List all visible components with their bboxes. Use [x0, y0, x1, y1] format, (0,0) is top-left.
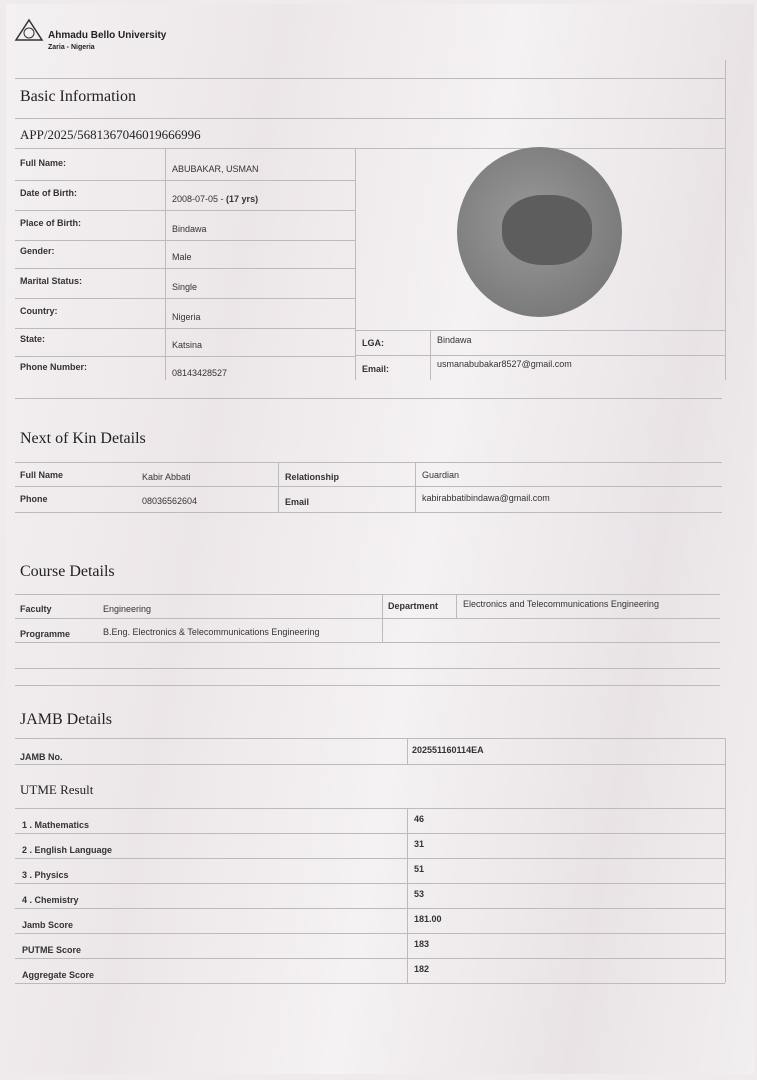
- department-value: Electronics and Telecommunications Engineering: [463, 599, 659, 609]
- department-label: Department: [388, 601, 439, 611]
- basic-row-label: State:: [20, 334, 46, 344]
- utme-row-label: 1 . Mathematics: [22, 820, 90, 830]
- basic-row-value: [172, 252, 192, 262]
- university-logo-icon: [14, 18, 44, 44]
- programme-label: Programme: [20, 629, 71, 639]
- utme-row-value: 46: [414, 814, 425, 824]
- faculty-label: Faculty: [20, 604, 52, 614]
- utme-row-label: PUTME Score: [22, 945, 82, 955]
- programme-value: B.Eng. Electronics & Telecommunications Engineering: [103, 627, 320, 637]
- utme-row-value: 53: [414, 889, 425, 899]
- utme-row-value: 181.00: [414, 914, 442, 924]
- basic-row-value: [172, 194, 258, 204]
- university-name: Ahmadu Bello University: [48, 30, 167, 41]
- kin-relationship-label: Relationship: [285, 472, 340, 482]
- applicant-photo: [457, 147, 622, 317]
- basic-row-value: [172, 224, 207, 234]
- basic-row-value: [172, 340, 202, 350]
- basic-row-label: Gender:: [20, 246, 55, 256]
- email-value: usmanabubakar8527@gmail.com: [437, 359, 572, 369]
- utme-row-label: 3 . Physics: [22, 870, 69, 880]
- utme-row-label: Jamb Score: [22, 920, 74, 930]
- basic-row-value-text: Single: [172, 282, 198, 292]
- basic-row-label: Full Name:: [20, 158, 67, 168]
- email-label: Email:: [362, 364, 390, 374]
- kin-phone-label: Phone: [20, 494, 48, 504]
- utme-row-value: 183: [414, 939, 430, 949]
- kin-relationship-value: Guardian: [422, 470, 460, 480]
- basic-row-value-text: Male: [172, 252, 192, 262]
- utme-row-value: 51: [414, 864, 425, 874]
- lga-value: Bindawa: [437, 335, 472, 345]
- utme-row-label: 2 . English Language: [22, 845, 113, 855]
- kin-name-value: Kabir Abbati: [142, 472, 191, 482]
- university-location: Zaria - Nigeria: [48, 44, 95, 51]
- jamb-no-label: JAMB No.: [20, 752, 63, 762]
- course-title: Course Details: [20, 563, 115, 580]
- basic-row-value: [172, 312, 201, 322]
- utme-row-label: Aggregate Score: [22, 970, 95, 980]
- application-number: APP/2025/5681367046019666996: [20, 127, 201, 142]
- age: (17 yrs): [226, 194, 259, 204]
- basic-info-title: Basic Information: [20, 88, 136, 105]
- basic-row-value: [172, 164, 259, 174]
- basic-row-label: Marital Status:: [20, 276, 83, 286]
- basic-row-label: Date of Birth:: [20, 188, 77, 198]
- basic-row-label: Country:: [20, 306, 58, 316]
- basic-row-value-text: Katsina: [172, 340, 203, 350]
- kin-email-label: Email: [285, 497, 310, 507]
- kin-phone-value: 08036562604: [142, 496, 198, 506]
- basic-row-label: Place of Birth:: [20, 218, 82, 228]
- basic-row-value-text: 08143428527: [172, 368, 228, 378]
- kin-title: Next of Kin Details: [20, 430, 146, 447]
- utme-row-value: 182: [414, 964, 430, 974]
- basic-row-value-text: 2008-07-05 -: [172, 194, 227, 204]
- utme-row-value: 31: [414, 839, 425, 849]
- basic-row-value-text: Bindawa: [172, 224, 207, 234]
- utme-row-label: 4 . Chemistry: [22, 895, 79, 905]
- faculty-value: Engineering: [103, 604, 152, 614]
- jamb-title: JAMB Details: [20, 711, 112, 728]
- lga-label: LGA:: [362, 338, 384, 348]
- kin-email-value: kabirabbatibindawa@gmail.com: [422, 493, 550, 503]
- jamb-no-value: 202551160114EA: [412, 745, 484, 755]
- basic-row-value: [172, 282, 197, 292]
- basic-row-value: [172, 368, 227, 378]
- basic-row-label: Phone Number:: [20, 362, 88, 372]
- kin-name-label: Full Name: [20, 470, 64, 480]
- basic-row-value-text: Nigeria: [172, 312, 201, 322]
- utme-title: UTME Result: [20, 782, 94, 797]
- document-page: [6, 4, 754, 1074]
- basic-row-value-text: ABUBAKAR, USMAN: [172, 164, 259, 174]
